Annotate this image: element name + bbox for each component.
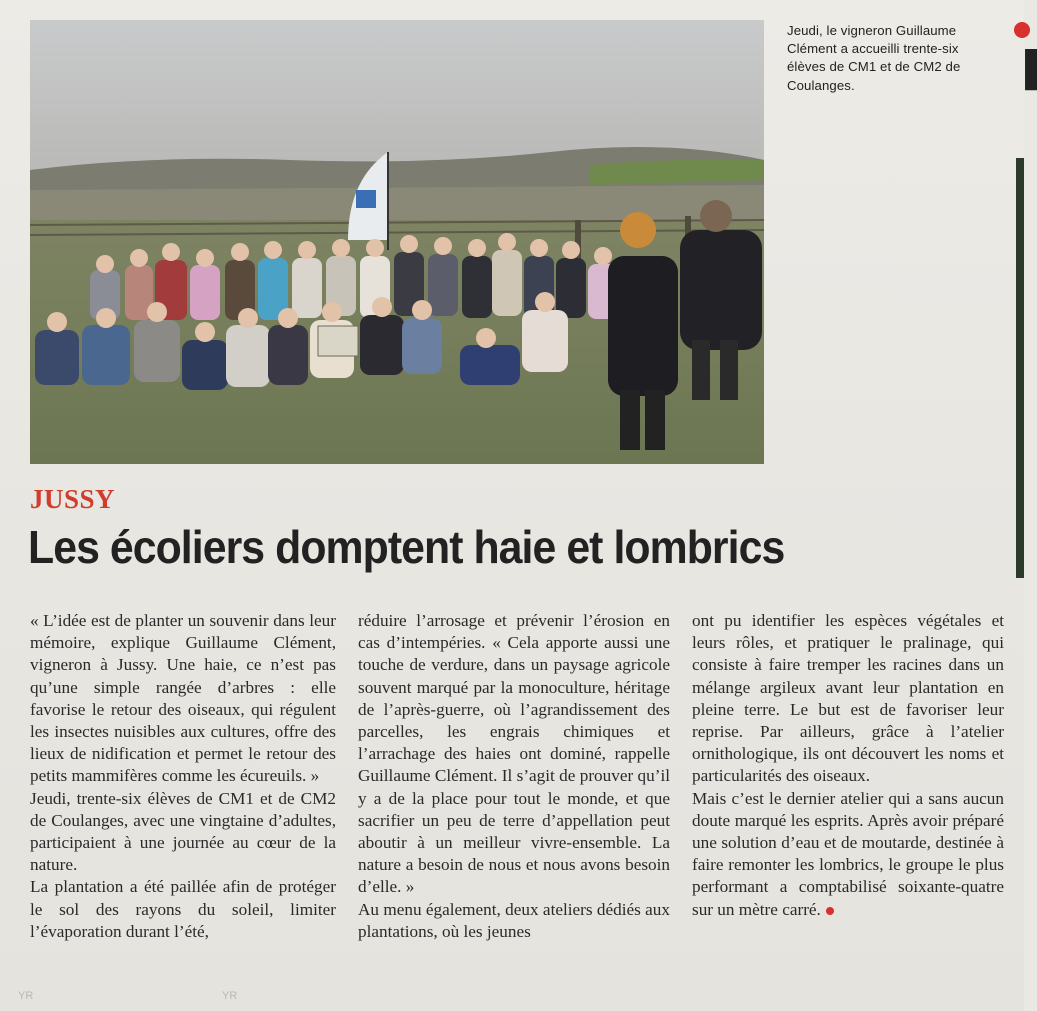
article-photo (30, 20, 764, 464)
folio-mark: YR (18, 990, 34, 1002)
folio-mark: YR (222, 990, 238, 1002)
group-photo-illustration (30, 20, 764, 464)
paragraph (692, 788, 1004, 921)
banner-logo (356, 190, 376, 208)
article-end-dot-icon (826, 907, 834, 915)
adjacent-page-glyph: ▐ (1013, 50, 1037, 88)
paragraph: ont pu identifier les espèces végétales et leurs rôles, et pratiquer le pralinage, qui consiste à faire tremper les racines dans un mélange argileux avant leur plantation en pleine terre. Le but est de favoriser leur reprise. Par ailleurs, grâce à l’atelier ornithologique, ils ont découvert les noms et particularités des oiseaux. (692, 611, 1004, 786)
far-field (30, 185, 764, 225)
paragraph: Jeudi, trente-six élèves de CM1 et de CM2 de Coulanges, avec une vingtaine d’adultes, participaient à une journée au cœur de la nature. (30, 788, 336, 875)
adjacent-page-red-dot (1014, 22, 1030, 38)
article-headline: Les écoliers domptent haie et lombrics (28, 521, 785, 573)
article-column-2 (358, 610, 670, 943)
paragraph: Au menu également, deux ateliers dédiés aux plantations, où les jeunes (358, 899, 670, 941)
article-column-3 (692, 610, 1004, 921)
section-kicker: JUSSY (30, 484, 116, 514)
paragraph: « L’idée est de planter un souvenir dans leur mémoire, explique Guillaume Clément, vigneron à Jussy. Une haie, ce n’est pas qu’une simple rangée d’arbres : elle favorise le retour des oiseaux, qui régulent les insectes nuisibles aux cultures, offre des lieux de nidification et permet le retour des petits mammifères comme les écureuils. » (30, 611, 336, 786)
article-column-1 (30, 610, 336, 943)
photo-caption: Jeudi, le vigneron Guillaume Clément a accueilli trente-six élèves de CM1 et de CM2 de Coulanges. (787, 23, 961, 93)
paragraph: réduire l’arrosage et prévenir l’érosion en cas d’intempéries. « Cela apporte aussi une touche de verdure, dans un paysage agricole souvent marqué par la monoculture, héritage de l’après-guerre, où l’agrandissement des parcelles, les engrais chimiques et l’arrachage des haies ont dominé, rappelle Guillaume Clément. Il s’agit de prouver qu’il y a de la place pour tout le monde, et que sacrifier un peu de terre d’appellation peut aboutir à un meilleur vivre-ensemble. La nature a besoin de nous et nous avons besoin d’elle. » (358, 611, 670, 897)
paragraph-text: Mais c’est le dernier atelier qui a sans aucun doute marqué les esprits. Après avoir préparé une solution d’eau et de moutarde, destinée à faire remonter les lombrics, le groupe le plus performant a comptabilisé soixante-quatre sur un mètre carré. (692, 788, 1004, 919)
adjacent-page-photo-edge (1016, 158, 1024, 578)
paragraph: La plantation a été paillée afin de protéger le sol des rayons du soleil, limiter l’évaporation durant l’été, (30, 877, 336, 941)
